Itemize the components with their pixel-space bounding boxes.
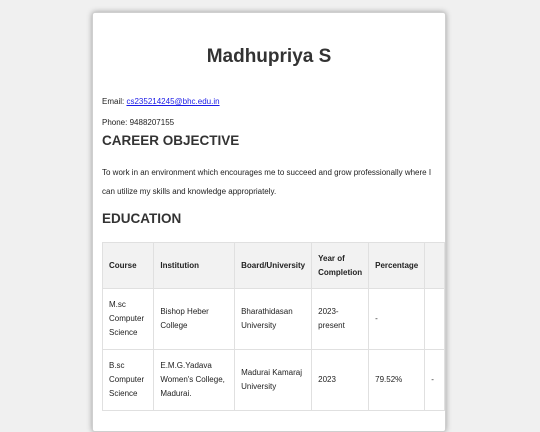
cell-year: 2023 xyxy=(312,350,369,411)
table-row xyxy=(103,350,445,411)
column-header-institution: Institution xyxy=(154,243,235,289)
cell-board: Madurai Kamaraj University xyxy=(235,350,312,411)
column-header-board: Board/University xyxy=(235,243,312,289)
cell-year: 2023-present xyxy=(312,289,369,350)
cell-percentage: - xyxy=(369,289,425,350)
email-link[interactable]: cs235214245@bhc.edu.in xyxy=(126,97,220,106)
candidate-name: Madhupriya S xyxy=(206,46,332,67)
column-header-year: Year of Completion xyxy=(312,243,369,289)
cell-institution: E.M.G.Yadava Women's College, Madurai. xyxy=(154,350,235,411)
table-row xyxy=(103,289,445,350)
education-table xyxy=(102,242,445,411)
cell-extra xyxy=(425,289,445,350)
email-line xyxy=(102,97,220,106)
email-label: Email: xyxy=(102,97,125,106)
phone-label: Phone: xyxy=(102,118,128,127)
phone-line xyxy=(102,118,174,127)
cell-institution: Bishop Heber College xyxy=(154,289,235,350)
cell-course: B.sc Computer Science xyxy=(103,350,154,411)
phone-number: 9488207155 xyxy=(129,118,175,127)
education-heading: EDUCATION xyxy=(102,211,182,226)
table-header-row xyxy=(103,243,445,289)
cell-extra: - xyxy=(425,350,445,411)
cell-percentage: 79.52% xyxy=(369,350,425,411)
column-header-extra xyxy=(425,243,445,289)
cell-course: M.sc Computer Science xyxy=(103,289,154,350)
cell-board: Bharathidasan University xyxy=(235,289,312,350)
column-header-course: Course xyxy=(103,243,154,289)
resume-card xyxy=(92,12,446,432)
column-header-percentage: Percentage xyxy=(369,243,425,289)
career-objective-heading: CAREER OBJECTIVE xyxy=(102,133,240,148)
career-objective-text: To work in an environment which encourages me to succeed and grow professionally where I can utilize my skills and knowledge appropriately. xyxy=(102,168,432,196)
